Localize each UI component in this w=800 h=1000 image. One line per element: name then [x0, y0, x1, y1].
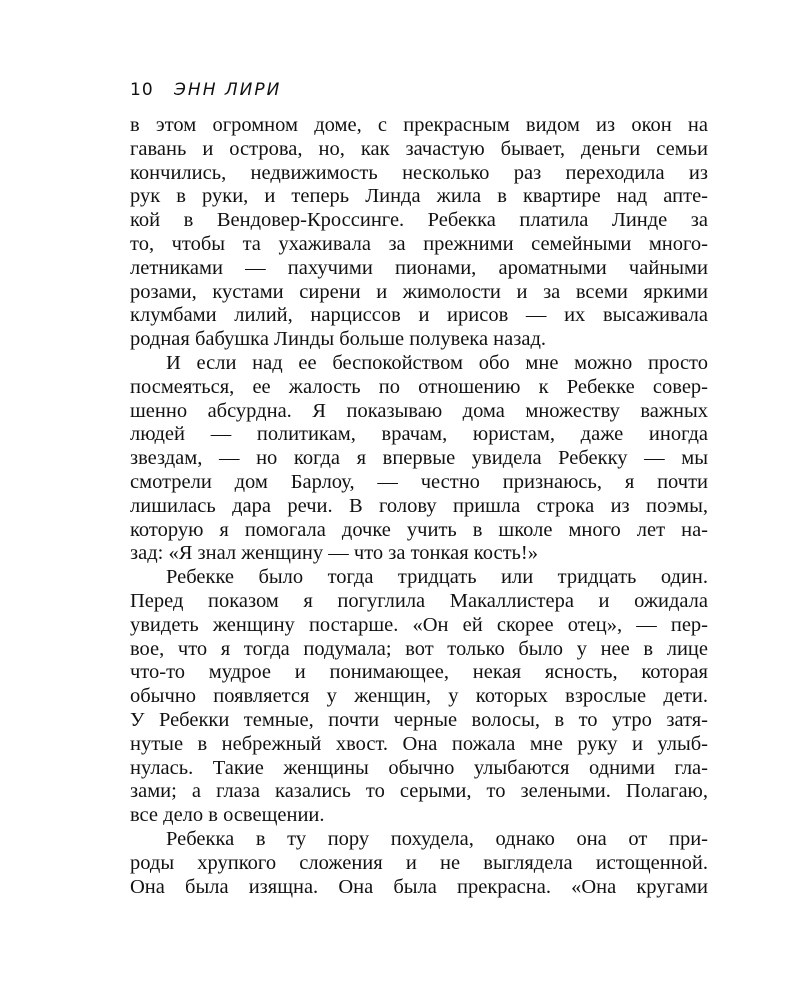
paragraph-1	[130, 114, 708, 352]
text-line: зами; а глаза казались то серыми, то зелеными. Полагаю,	[130, 780, 708, 803]
text-line: Ребекке было тогда тридцать или тридцать один.	[166, 566, 708, 589]
text-line: У Ребекки темные, почти черные волосы, в то утро затя-	[130, 708, 708, 731]
text-line: вое, что я тогда подумала; вот только было у нее в лице	[130, 637, 708, 660]
text-line: что-то мудрое и понимающее, некая ясность, которая	[130, 661, 708, 684]
text-line: зад: «Я знал женщину — что за тонкая кость!»	[130, 542, 538, 565]
text-line: смотрели дом Барлоу, — честно признаюсь, я почти	[130, 470, 708, 493]
text-line: лишилась дара речи. В голову пришла строка из поэмы,	[130, 494, 708, 517]
text-line: шенно абсурдна. Я показываю дома множеству важных	[130, 399, 708, 422]
text-line: посмеяться, ее жалость по отношению к Ребекке совер-	[130, 375, 708, 398]
paragraph-2	[130, 352, 708, 566]
text-line: кой в Вендовер-Кроссинге. Ребекка платила Линде за	[130, 209, 708, 232]
text-line: родная бабушка Линды больше полувека назад.	[130, 328, 547, 351]
paragraph-4	[130, 828, 708, 899]
text-line: гавань и острова, но, как зачастую бывает, деньги семьи	[130, 137, 708, 160]
text-line: Перед показом я погуглила Макаллистера и ожидала	[130, 589, 708, 612]
text-line: все дело в освещении.	[130, 804, 325, 827]
text-line: кончились, недвижимость несколько раз переходила из	[130, 161, 708, 184]
body-text	[130, 114, 708, 899]
text-line: обычно появляется у женщин, у которых взрослые дети.	[130, 685, 708, 708]
text-line: клумбами лилий, нарциссов и ирисов — их высаживала	[130, 304, 708, 327]
running-head	[130, 80, 281, 100]
text-line: которую я помогала дочке учить в школе много лет на-	[130, 518, 708, 541]
page-number: 10	[130, 80, 154, 100]
paragraph-3	[130, 566, 708, 828]
text-line: нулась. Такие женщины обычно улыбаются одними гла-	[130, 756, 708, 779]
text-line: И если над ее беспокойством обо мне можно просто	[166, 351, 708, 374]
text-line: увидеть женщину постарше. «Он ей скорее отец», — пер-	[130, 613, 708, 636]
text-line: Она была изящна. Она была прекрасна. «Она кругами	[130, 875, 708, 898]
text-line: звездам, — но когда я впервые увидела Ребекку — мы	[130, 447, 708, 470]
running-head-author: ЭНН ЛИРИ	[174, 80, 282, 100]
text-line: нутые в небрежный хвост. Она пожала мне руку и улыб-	[130, 732, 708, 755]
text-line: рук в руки, и теперь Линда жила в квартире над апте-	[130, 185, 708, 208]
text-line: летниками — пахучими пионами, ароматными чайными	[130, 256, 708, 279]
text-line: розами, кустами сирени и жимолости и за всеми яркими	[130, 280, 708, 303]
text-line: в этом огромном доме, с прекрасным видом из окон на	[130, 114, 708, 136]
text-line: то, чтобы та ухаживала за прежними семейными много-	[130, 232, 708, 255]
text-line: людей — политикам, врачам, юристам, даже иногда	[130, 423, 708, 446]
text-line: роды хрупкого сложения и не выглядела истощенной.	[130, 851, 708, 874]
text-line: Ребекка в ту пору похудела, однако она от при-	[166, 827, 708, 850]
